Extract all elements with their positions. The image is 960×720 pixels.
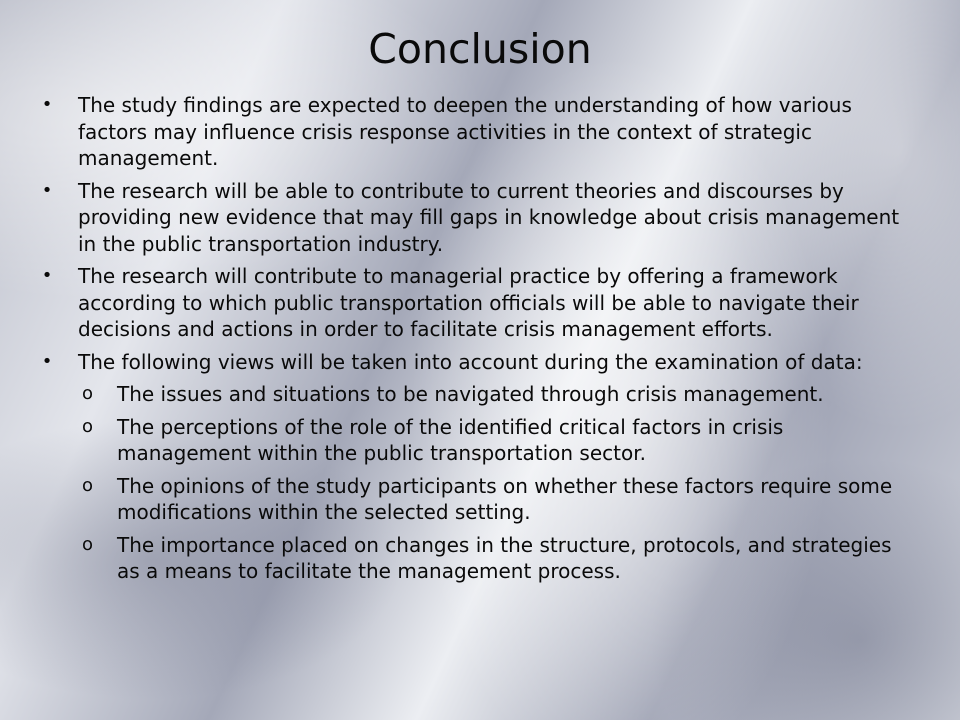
bullet-item bbox=[40, 349, 920, 376]
bullet-marker: • bbox=[41, 94, 53, 115]
sub-bullet-marker: o bbox=[82, 383, 94, 404]
bullet-list bbox=[40, 92, 920, 591]
sub-bullet-item bbox=[40, 473, 920, 526]
bullet-text: The study findings are expected to deepen the understanding of how various factors may influence crisis response activities in the context of strategic management. bbox=[78, 93, 852, 170]
sub-bullet-item bbox=[40, 381, 920, 408]
bullet-text: The research will contribute to managerial practice by offering a framework according to which public transportation officials will be able to navigate their decisions and actions in order to facilitate crisis management efforts. bbox=[78, 264, 859, 341]
bullet-text: The following views will be taken into account during the examination of data: bbox=[78, 349, 863, 374]
bullet-item bbox=[40, 178, 920, 258]
sub-bullet-marker: o bbox=[82, 415, 94, 437]
slide-title: Conclusion bbox=[368, 25, 592, 73]
bullet-item bbox=[40, 92, 920, 172]
sub-bullet-text: The perceptions of the role of the identified critical factors in crisis management within the public transportation sector. bbox=[117, 414, 784, 465]
sub-bullet-text: The importance placed on changes in the structure, protocols, and strategies as a means to facilitate the management process. bbox=[117, 532, 892, 583]
bullet-marker: • bbox=[41, 265, 53, 286]
sub-bullet-item bbox=[40, 532, 920, 585]
bullet-marker: • bbox=[41, 350, 53, 372]
sub-bullet-marker: o bbox=[82, 533, 94, 555]
bullet-item bbox=[40, 263, 920, 343]
bullet-text: The research will be able to contribute to current theories and discourses by providing new evidence that may fill gaps in knowledge about crisis management in the public transportation industry. bbox=[78, 178, 900, 256]
sub-bullet-text: The opinions of the study participants on whether these factors require some modifications within the selected setting. bbox=[117, 473, 893, 524]
sub-bullet-item bbox=[40, 414, 920, 467]
bullet-marker: • bbox=[41, 179, 53, 201]
sub-bullet-text: The issues and situations to be navigated through crisis management. bbox=[117, 382, 824, 406]
sub-bullet-marker: o bbox=[82, 474, 94, 496]
